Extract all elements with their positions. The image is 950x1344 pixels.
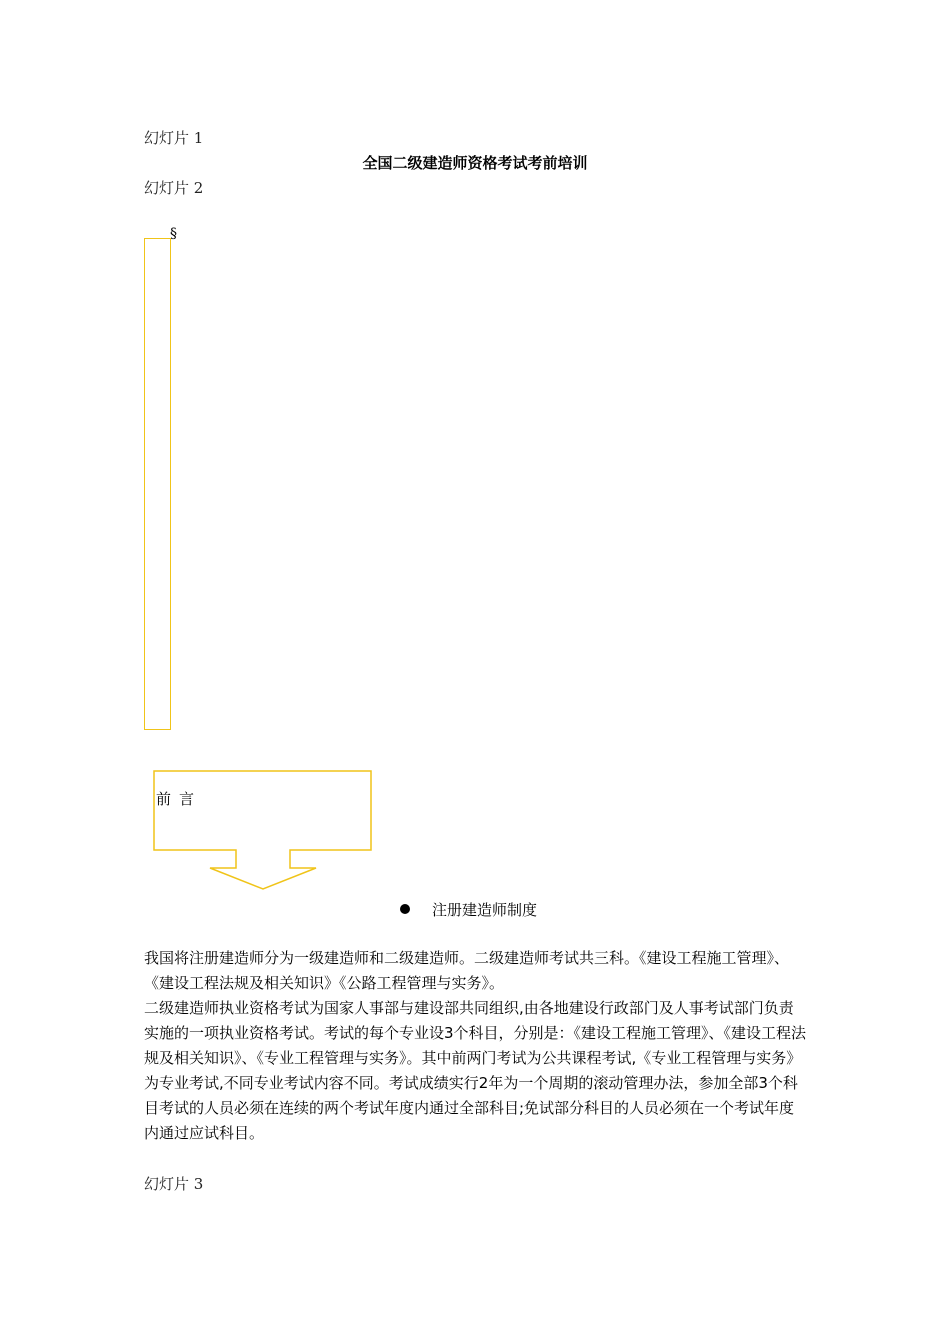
bullet-heading — [400, 899, 537, 920]
page-title: 全国二级建造师资格考试考前培训 — [362, 154, 588, 172]
vertical-frame-shape — [144, 238, 171, 730]
bullet-heading-text: 注册建造师制度 — [432, 901, 538, 919]
slide-2-label: 幻灯片 2 — [144, 179, 204, 197]
paragraph-2: 二级建造师执业资格考试为国家人事部与建设部共同组织,由各地建设行政部门及人事考试部门负责实施的一项执业资格考试。考试的每个专业设3个科目，分别是：《建设工程施工管理》、《建设工程法规及相关知识》、《专业工程管理与实务》。其中前两门考试为公共课程考试,《专业工程管理与实务》为专业考试,不同专业考试内容不同。考试成绩实行2年为一个周期的滚动管理办法，参加全部3个科目考试的人员必须在连续的两个考试年度内通过全部科目;免试部分科目的人员必须在一个考试年度内通过应试科目。 — [144, 999, 807, 1142]
slide-1-label: 幻灯片 1 — [144, 129, 204, 147]
paragraph-1: 我国将注册建造师分为一级建造师和二级建造师。二级建造师考试共三科。《建设工程施工管理》、《建设工程法规及相关知识》《公路工程管理与实务》。 — [144, 949, 790, 992]
slide-3-label: 幻灯片 3 — [144, 1175, 204, 1193]
section-mark: § — [170, 226, 177, 242]
preface-label: 前言 — [156, 790, 203, 808]
body-text — [144, 946, 808, 1146]
bullet-dot-icon — [400, 904, 410, 914]
preface-callout-shape — [150, 768, 380, 892]
